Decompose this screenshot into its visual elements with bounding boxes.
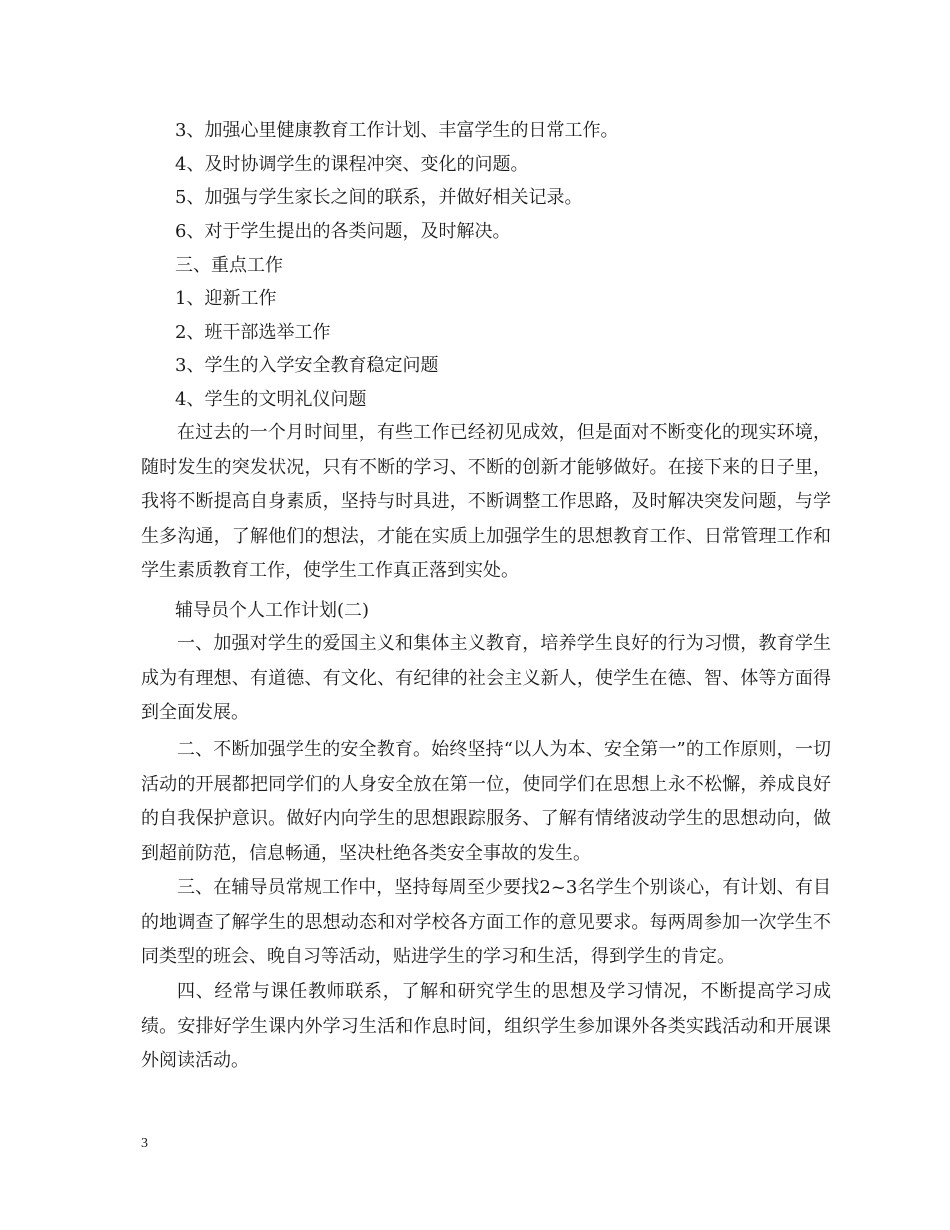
section-heading: 三、重点工作 [175, 255, 283, 276]
list-item: 3、学生的入学安全教育稳定问题 [175, 355, 439, 376]
list-item: 1、迎新工作 [175, 288, 277, 309]
paragraph-4: 四、经常与课任教师联系，了解和研究学生的思想及学习情况，不断提高学习成绩。安排好学生课内外学习生活和作息时间，组织学生参加课外各类实践活动和开展课外阅读活动。 [141, 981, 831, 1072]
list-item: 2、班干部选举工作 [175, 322, 331, 343]
list-item: 3、加强心里健康教育工作计划、丰富学生的日常工作。 [175, 120, 619, 141]
paragraph-2: 二、不断加强学生的安全教育。始终坚持“以人为本、安全第一”的工作原则，一切活动的开展都把同学们的人身安全放在第一位，使同学们在思想上永不松懈，养成良好的自我保护意识。做好内向学生的思想跟踪服务、了解有情绪波动学生的思想动向，做到超前防范，信息畅通，坚决杜绝各类安全事故的发生。 [141, 739, 831, 864]
section-title: 辅导员个人工作计划(二) [175, 600, 370, 621]
page-number: 3 [141, 1136, 148, 1151]
list-item: 6、对于学生提出的各类问题，及时解决。 [175, 221, 511, 242]
list-item: 4、及时协调学生的课程冲突、变化的问题。 [175, 154, 529, 175]
paragraph-3: 三、在辅导员常规工作中，坚持每周至少要找2~3名学生个别谈心，有计划、有目的地调查了解学生的思想动态和对学校各方面工作的意见要求。每两周参加一次学生不同类型的班会、晚自习等活动，贴进学生的学习和生活，得到学生的肯定。 [141, 877, 831, 968]
list-item: 4、学生的文明礼仪问题 [175, 389, 367, 410]
summary-paragraph: 在过去的一个月时间里，有些工作已经初见成效，但是面对不断变化的现实环境，随时发生的突发状况，只有不断的学习、不断的创新才能够做好。在接下来的日子里，我将不断提高自身素质，坚持与时具进，不断调整工作思路，及时解决突发问题，与学生多沟通，了解他们的想法，才能在实质上加强学生的思想教育工作、日常管理工作和学生素质教育工作，使学生工作真正落到实处。 [141, 422, 831, 582]
list-item: 5、加强与学生家长之间的联系，并做好相关记录。 [175, 187, 583, 208]
paragraph-1: 一、加强对学生的爱国主义和集体主义教育，培养学生良好的行为习惯，教育学生成为有理想、有道德、有文化、有纪律的社会主义新人，使学生在德、智、体等方面得到全面发展。 [141, 633, 831, 724]
